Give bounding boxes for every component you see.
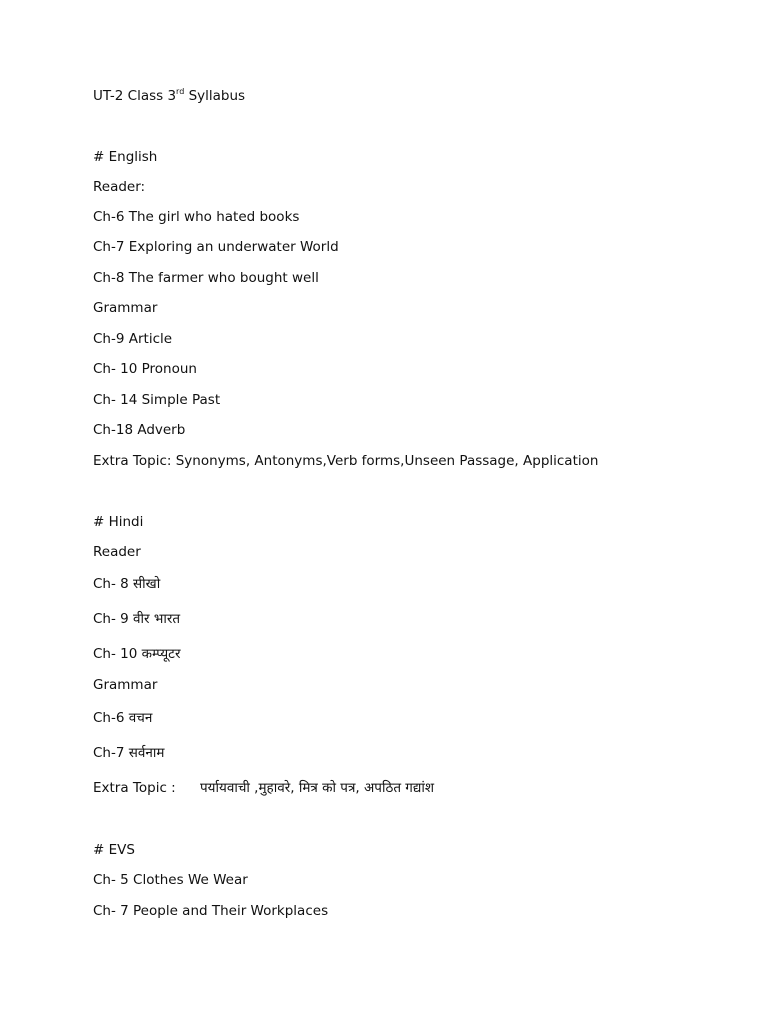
list-item: Ch- 5 Clothes We Wear [93, 872, 248, 888]
list-item: Ch- 14 Simple Past [93, 392, 221, 408]
english-reader-label: Reader: [93, 179, 146, 195]
list-item: Ch-18 Adverb [93, 422, 186, 438]
list-item: Ch- 10 Pronoun [93, 361, 197, 377]
list-item: Ch-6 The girl who hated books [93, 209, 300, 225]
list-item: Ch-7 Exploring an underwater World [93, 239, 339, 255]
list-item: Ch-9 Article [93, 331, 173, 347]
hindi-extra-topic-label: Extra Topic : [93, 780, 176, 796]
hindi-heading: # Hindi [93, 514, 144, 530]
title-suffix: Syllabus [184, 88, 246, 104]
list-item: Ch-7 सर्वनाम [93, 745, 165, 761]
hindi-extra-topic-value: पर्यायवाची ,मुहावरे, मित्र को पत्र, अपठित गद्यांश [200, 780, 435, 796]
list-item: Ch- 7 People and Their Workplaces [93, 903, 329, 919]
hindi-grammar-label: Grammar [93, 677, 158, 693]
title-prefix: UT-2 Class 3 [93, 88, 177, 104]
english-heading: # English [93, 149, 158, 165]
english-extra-topic: Extra Topic: Synonyms, Antonyms,Verb forms,Unseen Passage, Application [93, 453, 599, 469]
list-item: Ch- 9 वीर भारत [93, 611, 181, 627]
list-item: Ch- 8 सीखो [93, 576, 161, 592]
title-superscript: rd [176, 86, 185, 96]
hindi-reader-label: Reader [93, 544, 141, 560]
list-item: Ch-8 The farmer who bought well [93, 270, 319, 286]
page-title [93, 87, 245, 105]
english-grammar-label: Grammar [93, 300, 158, 316]
evs-heading: # EVS [93, 842, 135, 858]
list-item: Ch- 10 कम्प्यूटर [93, 646, 181, 662]
list-item: Ch-6 वचन [93, 710, 153, 726]
